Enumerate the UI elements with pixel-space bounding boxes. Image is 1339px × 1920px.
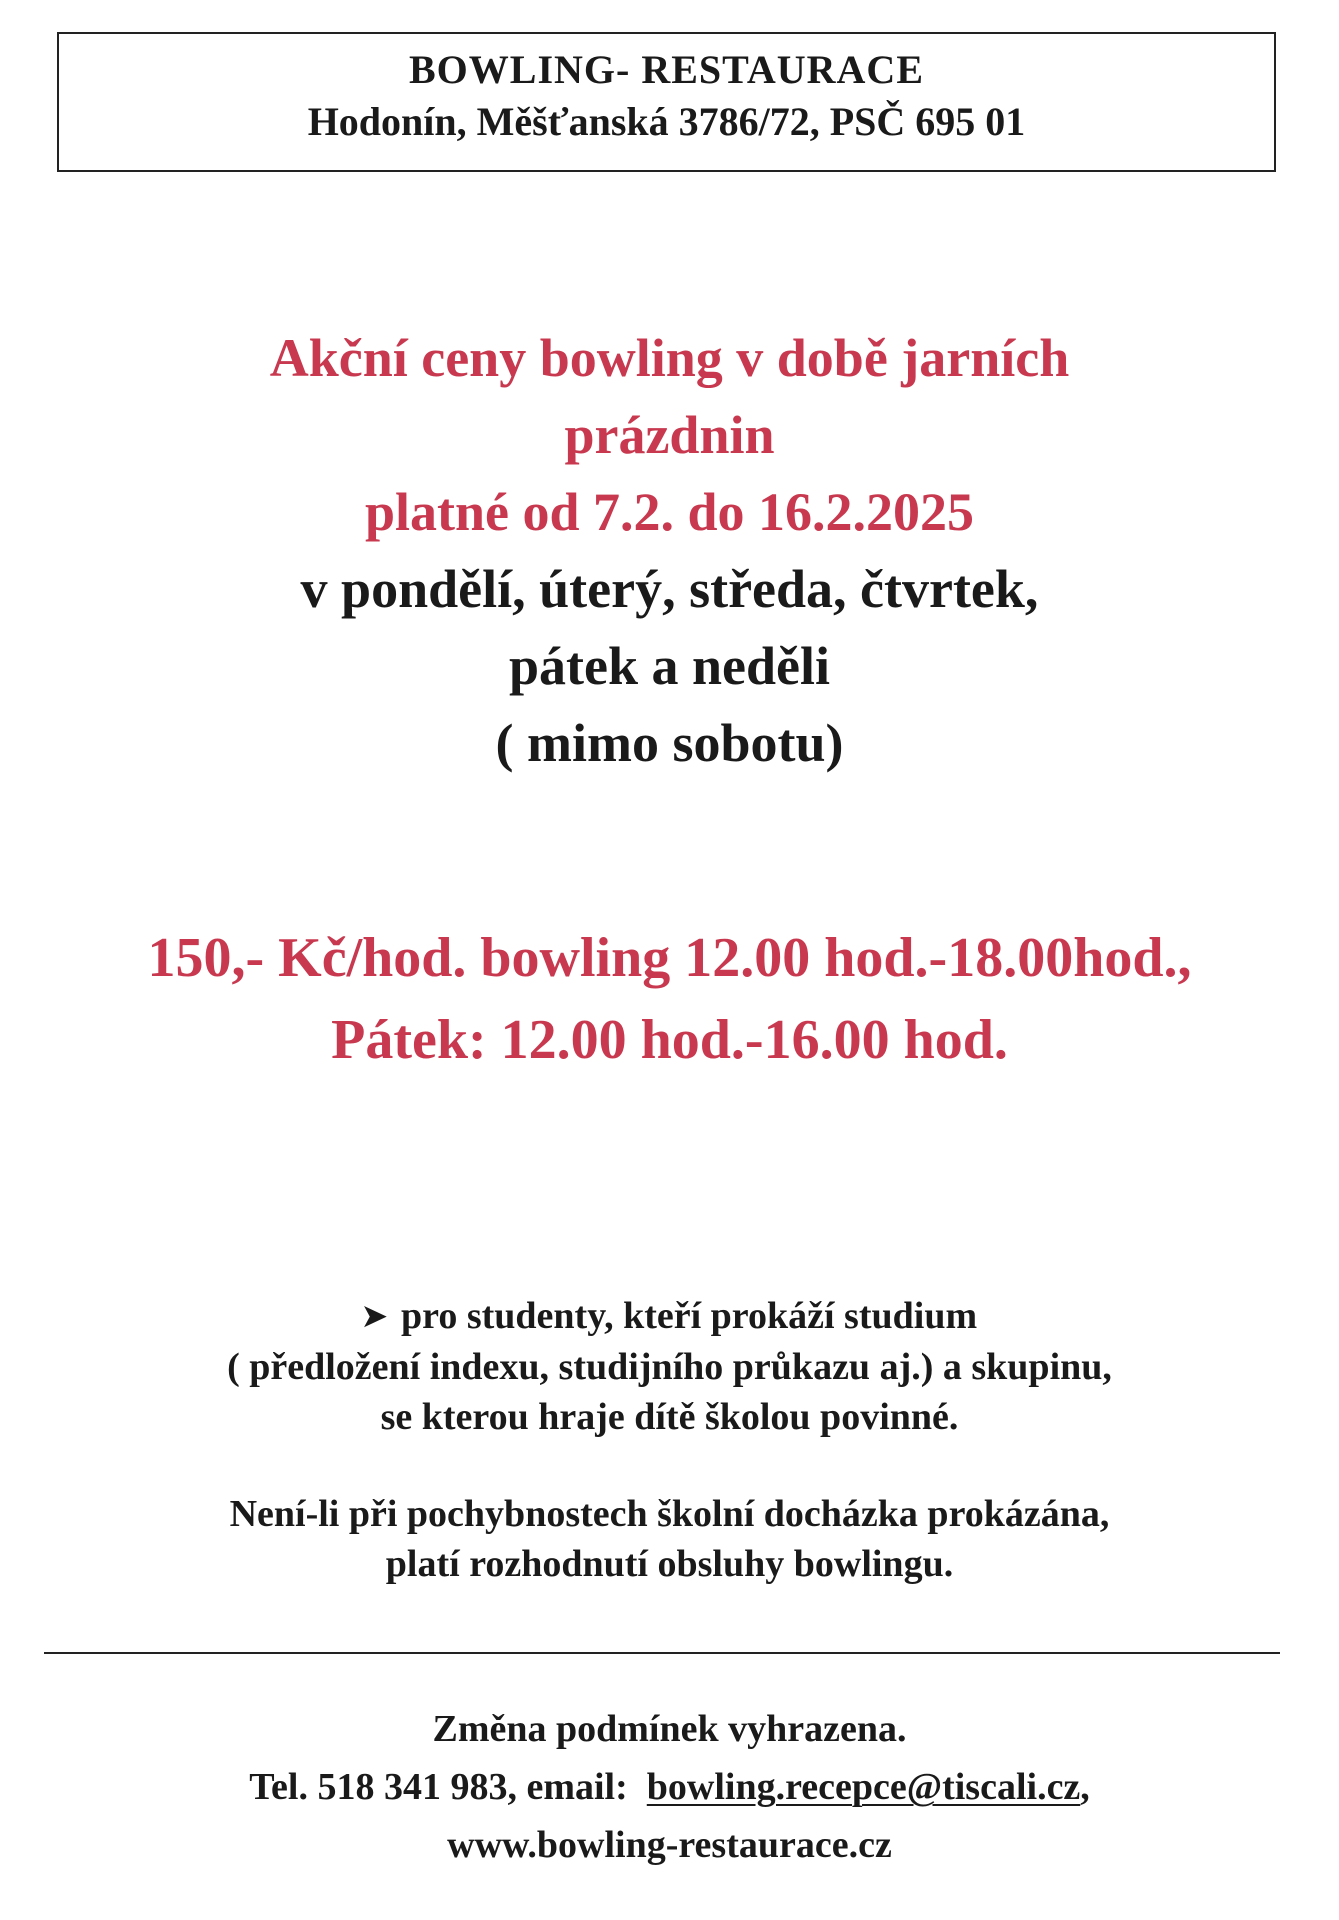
conditions-text-1: pro studenty, kteří prokáží studium xyxy=(401,1295,978,1337)
conditions-line-1 xyxy=(0,1291,1339,1342)
notice-block xyxy=(0,1489,1339,1589)
promo-validity: platné od 7.2. do 16.2.2025 xyxy=(364,482,975,542)
price-block xyxy=(0,917,1339,1081)
business-address: Hodonín, Měšťanská 3786/72, PSČ 695 01 xyxy=(307,99,1026,144)
conditions-line-2: ( předložení indexu, studijního průkazu aj.) a skupinu, xyxy=(227,1346,1112,1388)
conditions-block xyxy=(0,1291,1339,1442)
website-link[interactable]: www.bowling-restaurace.cz xyxy=(447,1824,892,1866)
footer-contact xyxy=(0,1758,1339,1816)
promo-exception: ( mimo sobotu) xyxy=(495,713,844,773)
header-box xyxy=(57,32,1276,172)
promo-days: v pondělí, úterý, středa, čtvrtek, xyxy=(300,559,1039,619)
price-friday: Pátek: 12.00 hod.-16.00 hod. xyxy=(331,1009,1008,1071)
notice-line-2: platí rozhodnutí obsluhy bowlingu. xyxy=(385,1543,954,1585)
email-suffix: , xyxy=(1080,1766,1090,1808)
price-weekday: 150,- Kč/hod. bowling 12.00 hod.-18.00hod., xyxy=(147,927,1192,989)
email-link[interactable]: bowling.recepce@tiscali.cz xyxy=(646,1766,1081,1808)
notice-line-1: Není-li při pochybnostech školní docházka prokázána, xyxy=(229,1493,1110,1535)
divider xyxy=(44,1652,1280,1654)
conditions-line-3: se kterou hraje dítě školou povinné. xyxy=(380,1396,959,1438)
footer xyxy=(0,1700,1339,1874)
promo-headline-cont: prázdnin xyxy=(564,405,775,465)
promo-block xyxy=(0,320,1339,782)
footer-reserved: Změna podmínek vyhrazena. xyxy=(432,1708,907,1750)
arrow-bullet-icon: ➤ xyxy=(361,1300,388,1333)
promo-days-cont: pátek a neděli xyxy=(508,636,831,696)
promo-headline: Akční ceny bowling v době jarních xyxy=(269,328,1070,388)
footer-tel: Tel. 518 341 983, email: xyxy=(249,1766,628,1808)
business-name: BOWLING- RESTAURACE xyxy=(409,47,924,92)
